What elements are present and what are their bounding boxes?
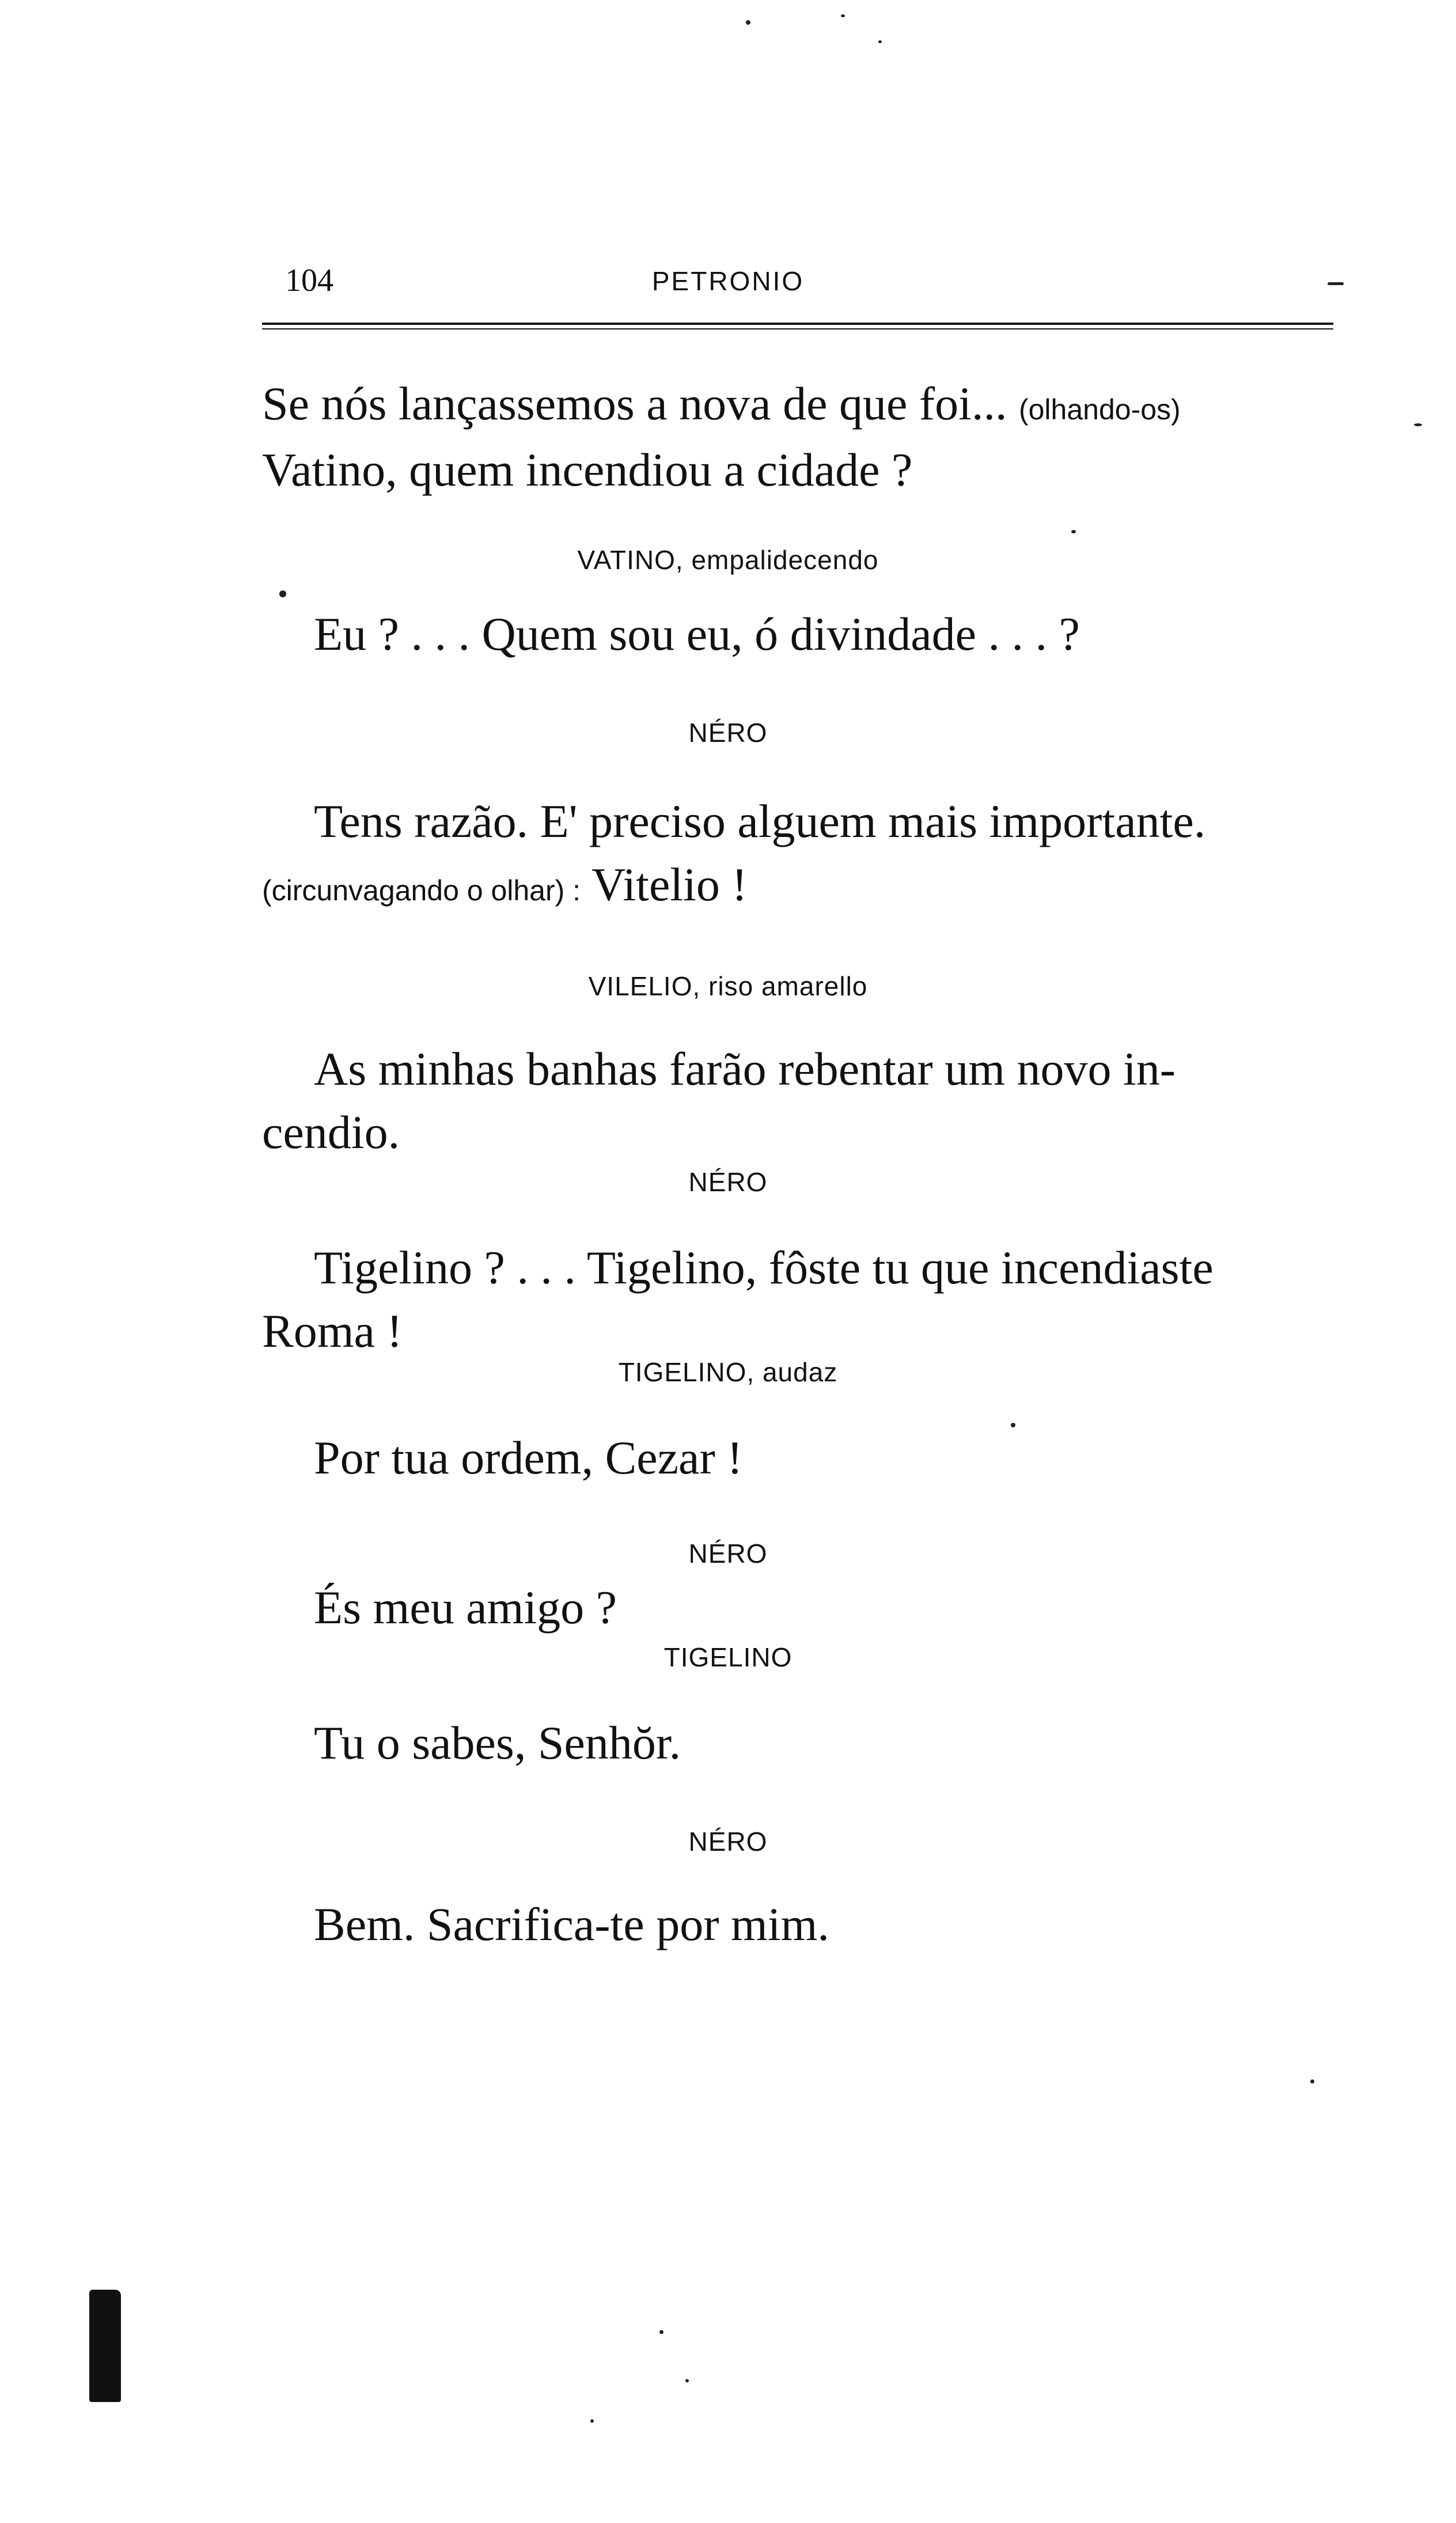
speaker-label: NÉRO [688, 1167, 768, 1197]
text-line: Roma ! [262, 1305, 403, 1357]
scan-speck [1328, 282, 1344, 285]
scan-speck [1011, 1423, 1015, 1427]
text-line: Vatino, quem incendiou a cidade ? [262, 444, 913, 496]
text-line: Tu o sabes, Senhŏr. [314, 1717, 681, 1769]
text-line: Tigelino ? . . . Tigelino, fôste tu que incendiaste [314, 1241, 1214, 1294]
speaker-label: NÉRO [688, 1827, 768, 1857]
scan-speck [685, 2379, 689, 2382]
speaker-label: NÉRO [688, 1539, 768, 1569]
text-line: Bem. Sacrifica-te por mim. [314, 1898, 829, 1950]
scan-speck [1414, 423, 1422, 426]
header-rule-thin [262, 328, 1333, 329]
text-line: (circunvagando o olhar) : Vitelio ! [262, 858, 748, 911]
scan-speck [590, 2419, 594, 2423]
speaker-label: TIGELINO [663, 1642, 793, 1672]
text-line: Por tua ordem, Cezar ! [314, 1431, 743, 1484]
running-header [0, 262, 1456, 297]
text-line: És meu amigo ? [314, 1581, 617, 1634]
scan-speck [746, 20, 750, 25]
stage-direction: (olhando-os) [1018, 393, 1181, 426]
scan-speck [841, 14, 845, 17]
scan-speck [878, 40, 882, 43]
text-line: Se nós lançassemos a nova de que foi... (olhando-os) [262, 377, 1181, 430]
stage-direction: (circunvagando o olhar) : [262, 874, 581, 907]
speaker-label: VATINO, empalidecendo [577, 545, 879, 575]
running-title: PETRONIO [651, 266, 805, 296]
scan-speck [1071, 530, 1076, 533]
text-line: cendio. [262, 1106, 400, 1158]
text-line: Eu ? . . . Quem sou eu, ó divindade . . . ? [314, 608, 1080, 660]
text-line: As minhas banhas farão rebentar um novo in- [314, 1043, 1176, 1095]
text-line: Tens razão. E' preciso alguem mais importante. [314, 795, 1206, 847]
speaker-label: VILELIO, riso amarello [588, 971, 868, 1001]
scan-speck [659, 2330, 663, 2334]
speaker-label: TIGELINO, audaz [618, 1357, 838, 1387]
page-number: 104 [285, 263, 333, 298]
header-rule [262, 323, 1333, 325]
speaker-label: NÉRO [688, 718, 768, 748]
scan-speck [279, 590, 286, 597]
scan-speck [1310, 2079, 1314, 2083]
ink-blot [89, 2290, 121, 2402]
